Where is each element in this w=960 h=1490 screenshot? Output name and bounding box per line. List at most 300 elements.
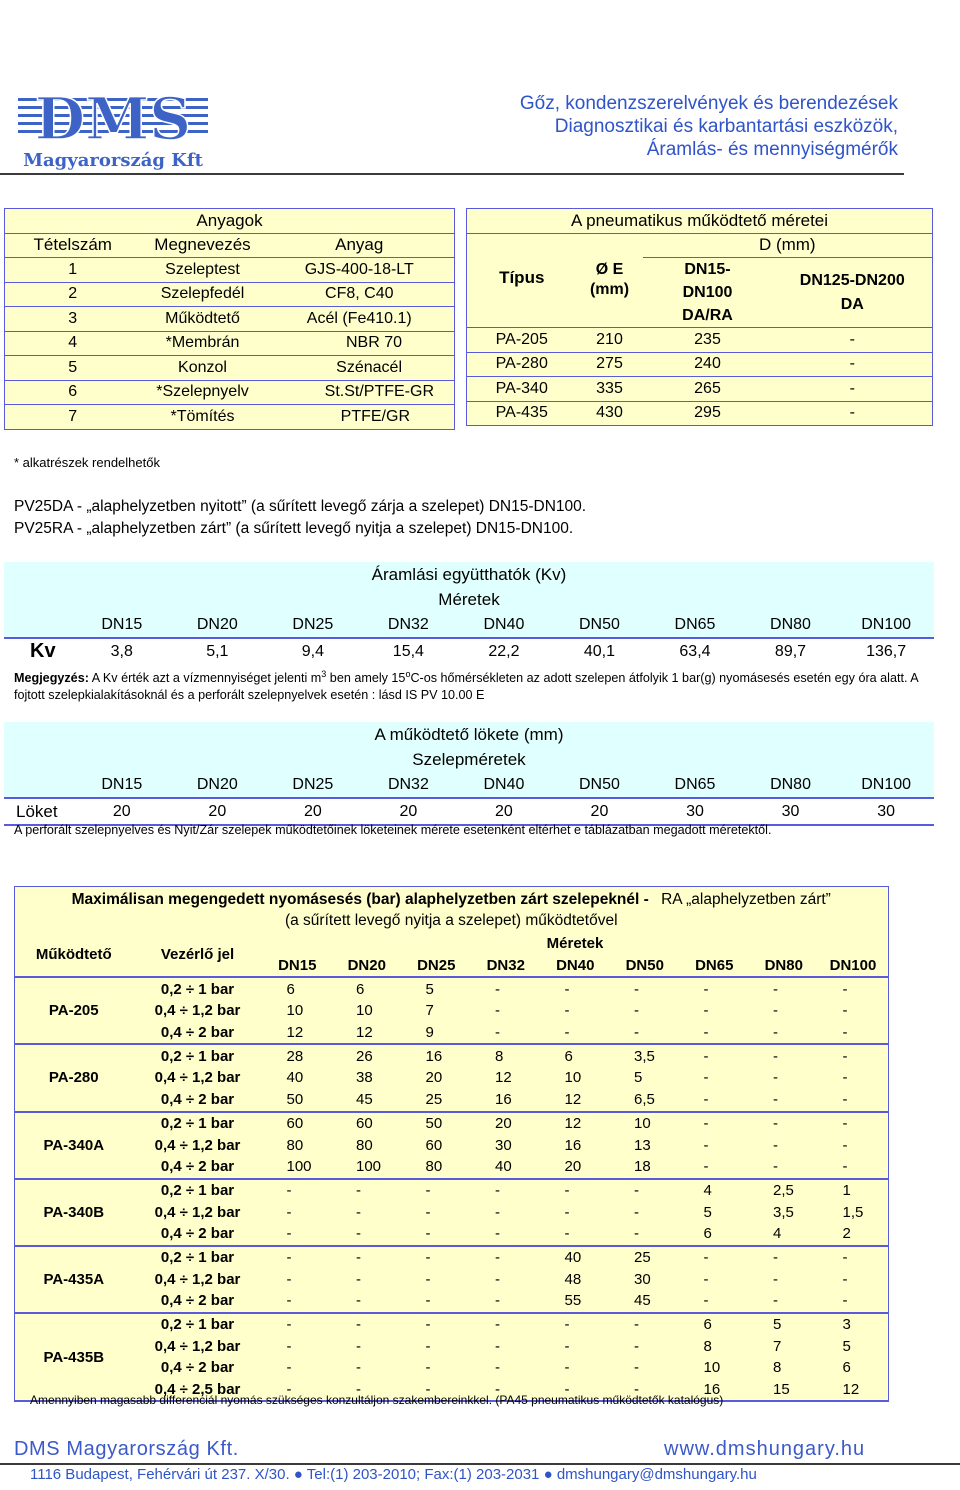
pressure-value: 55 [541,1290,611,1313]
pressure-value: - [471,1379,541,1402]
pressure-value: - [564,1337,570,1355]
pressure-value: - [425,1203,431,1221]
pressure-value: - [842,1248,848,1266]
mat-cell: *Tömítés [141,405,265,430]
pressure-value: - [356,1181,361,1199]
kv-subtitle: Méretek [438,589,500,609]
control-signal: 0,2 ÷ 1 bar [160,1114,235,1132]
pressure-value: - [402,1223,472,1246]
pressure-value: 6 [356,980,365,998]
pressure-value: 16 [425,1047,443,1065]
pressure-value: - [286,1316,292,1334]
kv-value: 9,4 [301,642,324,660]
pressure-value: - [425,1270,431,1288]
mat-cell: St.St/PTFE-GR [265,380,455,405]
pressure-value: 1 [842,1181,851,1199]
pressure-value: - [564,980,570,998]
pressure-value: 80 [356,1136,373,1154]
pressure-footnote: Amennyiben magasabb differenciál nyomás szükséges konzultáljon szakembereinkkel. (PA45 pneumatikus működtetők katalógus) [30,1393,724,1407]
control-signal: 0,4 ÷ 2,5 bar [133,1379,263,1402]
pressure-value: 2,5 [773,1181,794,1199]
pressure-value: 50 [263,1089,333,1112]
pressure-value: - [703,1047,709,1065]
kv-value: 22,2 [488,642,520,660]
pressure-value: - [332,1290,402,1313]
pressure-value: - [703,1002,709,1020]
pressure-value: 12 [564,1114,582,1132]
pressure-value: - [425,1181,431,1199]
pressure-value: 100 [332,1156,402,1179]
actuator-group-name: PA-340B [15,1179,133,1246]
control-signal: 0,4 ÷ 2 bar [160,1359,235,1377]
pressure-value: - [286,1270,292,1288]
pressure-value: - [842,1270,848,1288]
pressure-value: 18 [610,1156,680,1179]
pressure-value: - [263,1379,333,1402]
footer-email-link[interactable]: dmshungary@dmshungary.hu [556,1466,757,1483]
actuator-group-name: PA-435A [15,1246,133,1313]
pressure-value: - [634,1337,639,1355]
pressure-value: - [703,1136,709,1154]
footer-address: 1116 Budapest, Fehérvári út 237. X/30. [30,1466,290,1483]
stroke-value: 20 [456,798,552,825]
pressure-value: - [680,1156,750,1179]
actuator-dimensions-table [466,208,933,426]
stroke-subtitle: Szelepméretek [412,749,526,769]
actuator-title: A pneumatikus működtető méretei [467,209,933,234]
pressure-value: 45 [332,1089,402,1112]
stroke-footnote: A perforált szelepnyelves és Nyit/Zár szelepek működtetőinek löketeinek mérete esetenként eltérhet e táblázatban megadott méretektől. [14,823,772,837]
pressure-value: - [425,1359,431,1377]
pressure-value: 26 [356,1047,373,1065]
oe-label: Ø E [595,260,624,278]
pressure-value: - [564,1002,570,1020]
stroke-table [4,722,934,826]
stroke-title: A működtető lökete (mm) [374,724,564,744]
pressure-value: - [356,1337,361,1355]
pressure-title-a: Maximálisan megengedett nyomásesés (bar) alaphelyzetben zárt szelepeknél - [71,891,649,908]
pressure-value: - [842,1114,848,1132]
stroke-label: Löket [4,798,74,825]
col-meretek: Méretek [546,935,604,953]
pressure-value: - [495,980,500,998]
col-megnevezes: Megnevezés [141,233,265,258]
mat-cell: 1 [5,258,141,283]
pressure-value: - [819,1156,889,1179]
pressure-value: - [634,1181,639,1199]
mat-cell: Szénacél [265,356,455,381]
pressure-size: DN40 [541,955,611,978]
dn15-line-2: DN100 [682,284,733,301]
pressure-value: - [263,1290,333,1313]
mat-cell: 7 [5,405,141,430]
col-vezerlo: Vezérlő jel [133,933,263,977]
control-signal: 0,4 ÷ 2 bar [133,1223,263,1246]
pressure-value: - [703,1069,709,1087]
mat-cell: GJS-400-18-LT [265,258,455,283]
footer-company: DMS Magyarország Kft. [14,1438,239,1460]
pressure-value: 6 [564,1047,573,1065]
logo-text: DMS [34,85,192,153]
pressure-value: - [564,1359,570,1377]
pressure-value: 45 [610,1290,680,1313]
stroke-size: DN100 [838,772,934,798]
pressure-value: - [703,1248,709,1266]
mat-cell: CF8, C40 [265,282,455,307]
dn15-line-3: DA/RA [682,307,733,324]
pressure-value: - [541,1379,611,1402]
pressure-value: 8 [703,1337,712,1355]
kv-size: DN20 [170,612,266,638]
pressure-value: 5 [703,1203,712,1221]
pressure-value: - [634,1002,639,1020]
stroke-size: DN20 [170,772,266,798]
pressure-title [15,887,889,934]
pressure-value: - [842,1047,848,1065]
col-anyag: Anyag [265,233,455,258]
header-divider [0,173,904,175]
stroke-value: 20 [552,798,648,825]
kv-value: 136,7 [866,642,907,660]
pressure-value: - [286,1359,292,1377]
kv-note-sup2: o [405,669,411,679]
act-cell: 430 [577,401,643,426]
pressure-value: 9 [402,1022,472,1045]
stroke-value: 30 [647,798,743,825]
bullet-icon: ● [543,1466,553,1483]
pressure-value: - [842,1136,848,1154]
pressure-value: 1,5 [842,1203,864,1221]
pressure-size: DN32 [471,955,541,978]
pressure-value: 8 [495,1047,504,1065]
pressure-value: 20 [425,1069,443,1087]
control-signal: 0,2 ÷ 1 bar [160,980,235,998]
act-cell: 235 [643,328,773,353]
control-signal: 0,4 ÷ 1,2 bar [154,1069,241,1087]
pressure-value: 4 [703,1181,712,1199]
pressure-value: - [773,1047,778,1065]
tagline-line-3: Áramlás- és mennyiségmérők [646,139,898,160]
pressure-value: - [495,1002,500,1020]
pressure-value: - [425,1316,431,1334]
act-cell: - [773,328,933,353]
pressure-value: - [680,1022,750,1045]
pressure-value: - [634,1203,639,1221]
pressure-value: 10 [286,1002,304,1020]
stroke-size: DN80 [743,772,839,798]
pressure-value: 5 [842,1337,851,1355]
kv-size: DN40 [456,612,552,638]
pressure-value: 12 [819,1379,889,1402]
mat-cell: Szelepfedél [141,282,265,307]
act-cell: - [773,401,933,426]
pressure-title-b: RA „alaphelyzetben zárt” [661,891,831,908]
kv-size: DN65 [647,612,743,638]
pressure-value: - [773,1069,778,1087]
act-cell: 295 [643,401,773,426]
kv-size: DN25 [265,612,361,638]
pressure-value: 12 [541,1089,611,1112]
pressure-value: 16 [680,1379,750,1402]
col-oe [577,258,643,328]
pressure-size: DN15 [263,955,333,978]
stroke-value: 20 [361,798,457,825]
pressure-value: - [773,980,778,998]
pressure-value: - [610,1379,680,1402]
pressure-value: - [819,1022,889,1045]
kv-value: 89,7 [774,642,807,660]
pressure-value: 60 [286,1114,304,1132]
pressure-value: - [703,1270,709,1288]
pressure-value: 20 [541,1156,611,1179]
pressure-value: 30 [495,1136,512,1154]
act-cell: PA-205 [467,328,577,353]
pressure-value: - [773,1002,778,1020]
kv-title: Áramlási együtthatók (Kv) [371,564,567,584]
pressure-value: 3,5 [634,1047,655,1065]
pressure-value: 5 [773,1316,782,1334]
footer-phone: Tel:(1) 203-2010; Fax:(1) 203-2031 [306,1466,540,1483]
pressure-value: 12 [332,1022,402,1045]
mat-cell: *Membrán [141,331,265,356]
spare-parts-note: * alkatrészek rendelhetők [14,455,160,470]
kv-note-sup: 3 [321,669,327,679]
control-signal: 0,2 ÷ 1 bar [160,1248,235,1266]
control-signal: 0,4 ÷ 2 bar [133,1156,263,1179]
pressure-value: 6,5 [610,1089,680,1112]
pressure-value: - [471,1290,541,1313]
pressure-value: 10 [703,1359,721,1377]
mat-cell: *Szelepnyelv [141,380,265,405]
mat-cell: Acél (Fe410.1) [265,307,455,332]
pressure-value: - [773,1248,778,1266]
kv-value: 40,1 [583,642,615,660]
logo-subtext: Magyarország Kft [23,150,203,171]
act-cell: - [773,377,933,402]
kv-value: 5,1 [206,642,229,660]
pressure-size: DN65 [680,955,750,978]
bullet-icon: ● [293,1466,303,1483]
pressure-value: - [680,1290,750,1313]
pressure-title-c: (a sűrített levegő nyitja a szelepet) működtetővel [284,912,618,929]
act-cell: - [773,352,933,377]
pressure-value: - [286,1337,292,1355]
control-signal: 0,4 ÷ 1,2 bar [154,1270,241,1288]
pressure-value: - [773,1136,778,1154]
pressure-value: 80 [286,1136,304,1154]
kv-note-a: A Kv érték azt a vízmennyiséget jelenti m [88,671,322,686]
pressure-value: 28 [286,1047,304,1065]
actuator-group-name: PA-435B [15,1313,133,1402]
pressure-value: 6 [286,980,295,998]
stroke-size: DN15 [74,772,170,798]
pressure-value: - [402,1379,472,1402]
col-dn15 [643,258,773,328]
pressure-value: - [356,1316,361,1334]
stroke-size: DN50 [552,772,648,798]
mat-cell: 3 [5,307,141,332]
pressure-value: 10 [634,1114,651,1132]
kv-size: DN32 [361,612,457,638]
pressure-value: 4 [749,1223,819,1246]
mat-cell: 2 [5,282,141,307]
actuator-d-label: D (mm) [643,233,933,258]
pressure-value: 100 [263,1156,333,1179]
pv25da-line: PV25DA - „alaphelyzetben nyitott” (a sűrített levegő zárja a szelepet) DN15-DN100. [14,498,587,515]
pressure-value: - [495,1248,500,1266]
pressure-value: 60 [425,1136,443,1154]
pressure-value: 48 [564,1270,582,1288]
pressure-value: - [495,1270,500,1288]
pressure-value: - [819,1290,889,1313]
oe-unit: (mm) [589,280,630,298]
pressure-value: - [541,1223,611,1246]
act-cell: 275 [577,352,643,377]
footer-contact [30,1466,757,1483]
actuator-group-name: PA-280 [15,1044,133,1111]
stroke-value: 20 [74,798,170,825]
pressure-value: 60 [356,1114,373,1132]
pressure-value: - [402,1290,472,1313]
pressure-value: - [495,1337,500,1355]
kv-note-c: C-os hőmérsékleten az adott szelepen átfolyik 1 bar(g) nyomásesés esetén egy óra alatt. A fojtott szelepkialakításoknál és a perforált szelepnyelvek esetén : lásd IS PV 10.00 E [14,671,918,703]
mat-cell: Szeleptest [141,258,265,283]
act-cell: PA-280 [467,352,577,377]
control-signal: 0,2 ÷ 1 bar [160,1181,235,1199]
pressure-value: 50 [425,1114,443,1132]
col-tetelszam: Tételszám [5,233,141,258]
stroke-size: DN65 [647,772,743,798]
pressure-value: 40 [471,1156,541,1179]
col-mukodteto: Működtető [15,933,133,977]
pressure-drop-table [14,886,889,1402]
pressure-value: 8 [773,1359,782,1377]
pressure-value: - [842,1002,848,1020]
pressure-value: 15 [749,1379,819,1402]
control-signal: 0,4 ÷ 2 bar [133,1290,263,1313]
col-dn125 [773,258,933,328]
pressure-value: - [610,1223,680,1246]
kv-table [4,562,934,664]
control-signal: 0,4 ÷ 1,2 bar [154,1002,241,1020]
stroke-value: 20 [265,798,361,825]
pressure-value: - [749,1290,819,1313]
mat-cell: 5 [5,356,141,381]
pressure-value: - [703,1114,709,1132]
kv-footnote [14,666,934,704]
kv-size: DN15 [74,612,170,638]
pressure-value: - [356,1270,361,1288]
col-tipus: Típus [467,258,577,328]
mat-cell: 6 [5,380,141,405]
act-cell: 240 [643,352,773,377]
act-cell: 335 [577,377,643,402]
act-cell: 210 [577,328,643,353]
pv25ra-line: PV25RA - „alaphelyzetben zárt” (a sűrített levegő nyitja a szelepet) DN15-DN100. [14,520,574,537]
pressure-value: 80 [402,1156,472,1179]
pressure-value: - [564,1203,570,1221]
dn125-line-2: DA [840,295,864,313]
pressure-value: 5 [425,980,434,998]
footer-website-link[interactable]: www.dmshungary.hu [664,1438,866,1460]
pressure-value: - [286,1181,292,1199]
pressure-value: 5 [634,1069,643,1087]
mat-cell: 4 [5,331,141,356]
pressure-value: - [842,980,848,998]
control-signal: 0,4 ÷ 2 bar [133,1022,263,1045]
pressure-value: 2 [819,1223,889,1246]
pressure-value: 25 [634,1248,651,1266]
kv-value: 15,4 [392,642,424,660]
pressure-value: 12 [263,1022,333,1045]
pressure-size: DN20 [332,955,402,978]
pressure-value: 10 [356,1002,373,1020]
pressure-value: - [610,1022,680,1045]
kv-note-label: Megjegyzés: [14,671,89,686]
pressure-value: 30 [634,1270,651,1288]
pressure-value: 6 [680,1223,750,1246]
dn125-line-1: DN125-DN200 [799,271,905,289]
pressure-value: - [356,1359,361,1377]
pressure-value: - [425,1337,431,1355]
act-cell: PA-340 [467,377,577,402]
pressure-size: DN80 [749,955,819,978]
pressure-value: - [634,1359,639,1377]
mat-cell: Konzol [141,356,265,381]
pressure-value: - [749,1089,819,1112]
pressure-value: - [471,1223,541,1246]
pressure-value: - [749,1022,819,1045]
pressure-value: - [471,1022,541,1045]
mat-cell: NBR 70 [265,331,455,356]
tagline-line-2: Diagnosztikai és karbantartási eszközök, [554,116,898,137]
pressure-value: - [773,1114,778,1132]
pressure-value: - [356,1248,361,1266]
pressure-value: - [495,1203,500,1221]
stroke-value: 20 [170,798,266,825]
pressure-value: - [564,1316,570,1334]
pressure-value: 3,5 [773,1203,794,1221]
pressure-value: 6 [842,1359,851,1377]
control-signal: 0,2 ÷ 1 bar [160,1047,235,1065]
act-cell: PA-435 [467,401,577,426]
kv-value: 63,4 [679,642,711,660]
control-signal: 0,2 ÷ 1 bar [160,1316,235,1334]
pressure-value: - [263,1223,333,1246]
kv-note-b: ben amely 15 [326,671,406,686]
stroke-value: 30 [743,798,839,825]
pressure-value: - [819,1089,889,1112]
pressure-value: - [495,1359,500,1377]
pressure-value: 40 [286,1069,304,1087]
pressure-value: - [332,1223,402,1246]
pressure-value: 13 [634,1136,651,1154]
pressure-value: - [749,1156,819,1179]
kv-size: DN100 [838,612,934,638]
pressure-value: 38 [356,1069,373,1087]
pressure-size: DN25 [402,955,472,978]
pressure-value: - [495,1181,500,1199]
pressure-value: - [634,1316,639,1334]
header-tagline [520,92,898,161]
pressure-value: - [286,1248,292,1266]
control-signal: 0,4 ÷ 2 bar [133,1089,263,1112]
pressure-value: - [541,1022,611,1045]
pressure-value: 25 [402,1089,472,1112]
pressure-value: 16 [471,1089,541,1112]
pressure-value: - [842,1069,848,1087]
kv-size: DN50 [552,612,648,638]
